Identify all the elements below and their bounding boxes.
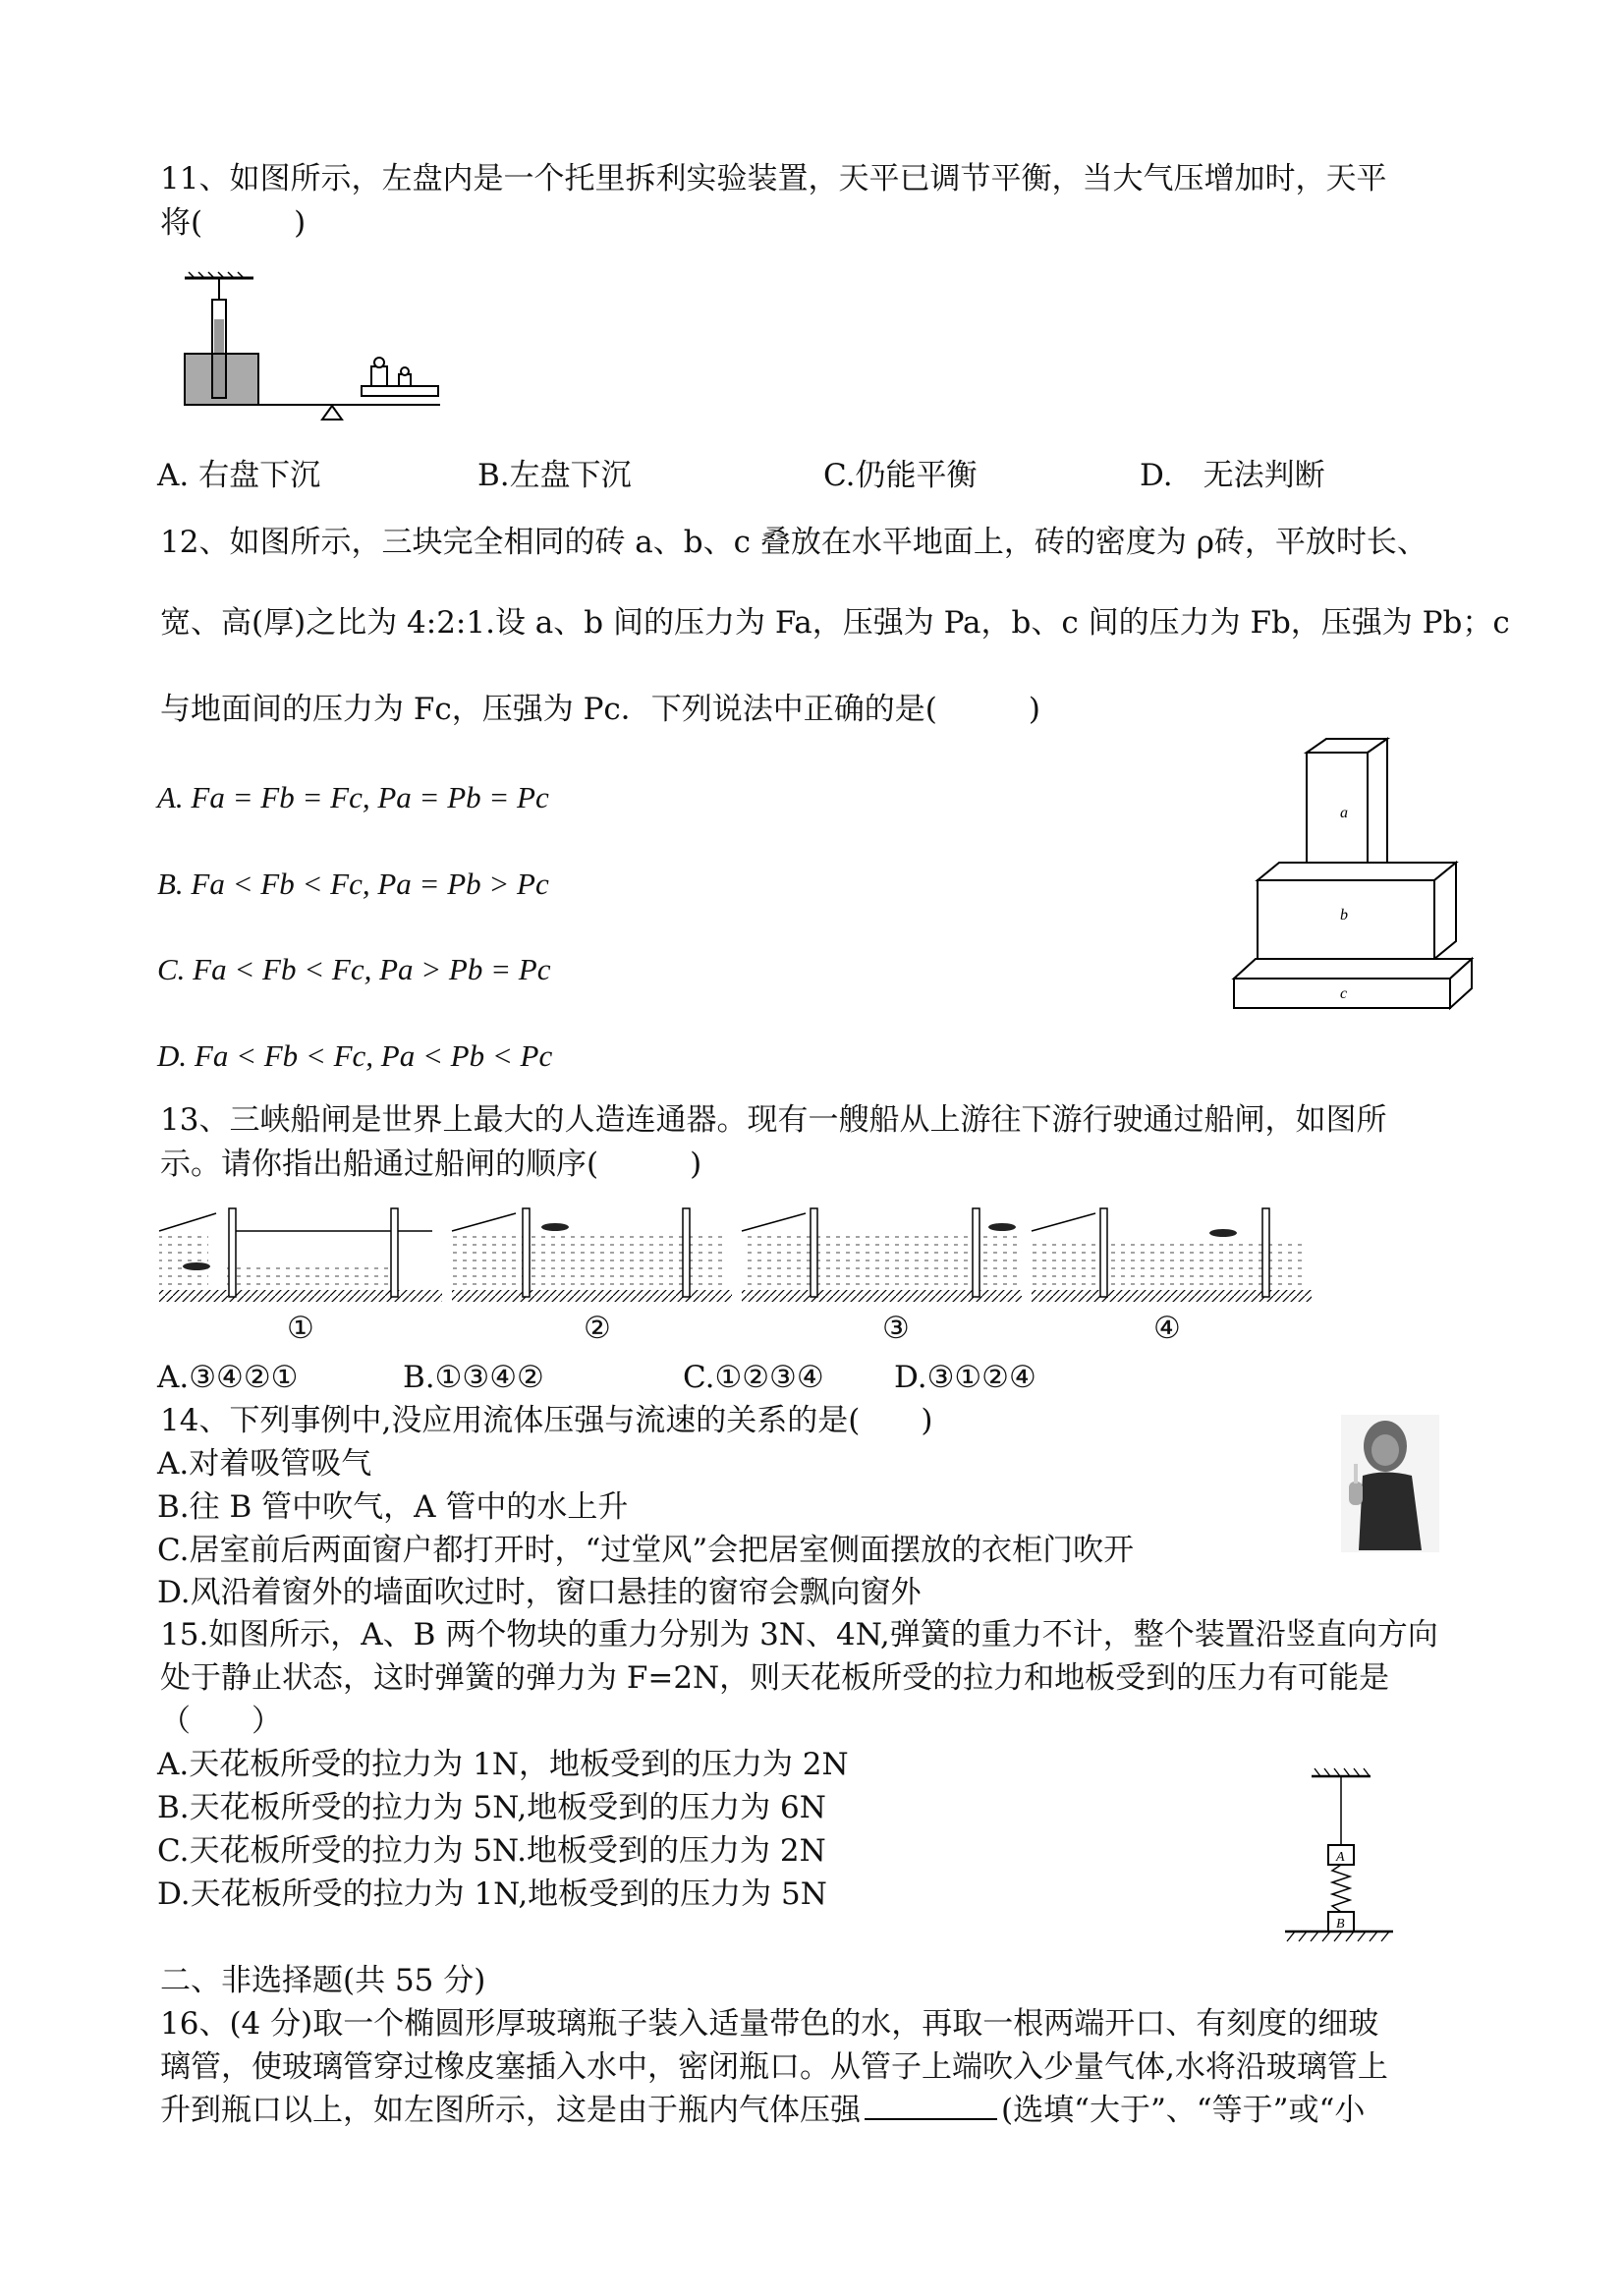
q15-option-d: D.天花板所受的拉力为 1N,地板受到的压力为 5N [157,1876,827,1912]
q16-answer-blank[interactable] [865,2089,997,2120]
q11-option-c: C.仍能平衡 [823,458,978,493]
q13-option-b: B.①③④② [403,1360,544,1395]
block-b-label: B [1336,1917,1345,1932]
q15-stem-line1: 15.如图所示，A、B 两个物块的重力分别为 3N、4N,弹簧的重力不计，整个装置沿竖直向方向 [160,1617,1438,1652]
q11-stem-line2: 将( ) [160,205,307,241]
q12-option-a: A. Fa = Fb = Fc, Pa = Pb = Pc [157,780,549,814]
shiplock-panel-3 [742,1208,1022,1302]
q12-option-c: C. Fa < Fb < Fc, Pa > Pb = Pc [157,952,551,986]
q16-stem-line1: 16、(4 分)取一个椭圆形厚玻璃瓶子装入适量带色的水，再取一根两端开口、有刻度的细玻 [160,2006,1379,2042]
q13-option-c: C.①②③④ [683,1360,824,1395]
q16-stem-line2: 璃管，使玻璃管穿过橡皮塞插入水中，密闭瓶口。从管子上端吹入少量气体,水将沿玻璃管上 [160,2049,1388,2085]
q14-child-photo [1341,1415,1439,1552]
q13-stem-line1: 13、三峡船闸是世界上最大的人造连通器。现有一艘船从上游往下游行驶通过船闸，如图所 [160,1102,1387,1138]
brick-c-label: c [1340,985,1348,1002]
q12-stem-line1: 12、如图所示，三块完全相同的砖 a、b、c 叠放在水平地面上，砖的密度为 ρ砖，平放时长、 [160,525,1427,560]
shiplock-label-3: ③ [882,1311,910,1346]
q12-stem-line2: 宽、高(厚)之比为 4:2:1.设 a、b 间的压力为 Fa，压强为 Pa，b、c 间的压力为 Fb，压强为 Pb；c [160,605,1510,641]
brick-a-label: a [1340,805,1348,821]
shiplock-panel-2 [452,1208,732,1302]
q15-stem-line3: （ ） [160,1704,282,1739]
q11-option-d: D. 无法判断 [1140,458,1325,493]
q15-stem-line2: 处于静止状态，这时弹簧的弹力为 F=2N，则天花板所受的拉力和地板受到的压力有可能是 [160,1660,1390,1696]
q14-stem: 14、下列事例中,没应用流体压强与流速的关系的是( ) [160,1403,933,1438]
q16-stem-line3 [160,2089,1365,2132]
q15-spring-figure [1277,1766,1395,1945]
q11-option-b: B.左盘下沉 [477,458,632,493]
q13-option-a: A.③④②① [157,1360,299,1395]
q12-option-d: D. Fa < Fb < Fc, Pa < Pb < Pc [157,1038,553,1073]
q13-stem-line2: 示。请你指出船通过船闸的顺序( ) [160,1147,702,1182]
q12-bricks-figure [1228,737,1474,1017]
q11-option-a: A. 右盘下沉 [157,458,321,493]
q11-balance-figure [175,270,450,427]
q15-option-a: A.天花板所受的拉力为 1N，地板受到的压力为 2N [157,1747,849,1782]
shiplock-panel-1 [159,1208,442,1302]
q14-option-c: C.居室前后两面窗户都打开时，“过堂风”会把居室侧面摆放的衣柜门吹开 [157,1533,1135,1568]
q13-shiplock-figure [157,1194,1316,1307]
brick-b-label: b [1340,907,1348,924]
q12-stem-line3: 与地面间的压力为 Fc，压强为 Pc．下列说法中正确的是( ) [160,692,1040,727]
q15-option-b: B.天花板所受的拉力为 5N,地板受到的压力为 6N [157,1790,826,1825]
q13-option-d: D.③①②④ [894,1360,1036,1395]
shiplock-label-1: ① [287,1311,314,1346]
section-2-heading: 二、非选择题(共 55 分) [160,1963,486,1998]
q14-option-b: B.往 B 管中吹气，A 管中的水上升 [157,1489,629,1525]
q15-option-c: C.天花板所受的拉力为 5N.地板受到的压力为 2N [157,1833,826,1869]
shiplock-label-4: ④ [1153,1311,1181,1346]
q12-option-b: B. Fa < Fb < Fc, Pa = Pb > Pc [157,867,549,901]
shiplock-panel-4 [1032,1208,1312,1302]
q14-option-a: A.对着吸管吸气 [157,1446,372,1482]
q16-line3-before-blank: 升到瓶口以上，如左图所示，这是由于瓶内气体压强 [160,2093,861,2128]
q11-stem-line1: 11、如图所示，左盘内是一个托里拆利实验装置，天平已调节平衡，当大气压增加时，天平 [160,161,1387,196]
shiplock-label-2: ② [584,1311,611,1346]
q14-option-d: D.风沿着窗外的墙面吹过时，窗口悬挂的窗帘会飘向窗外 [157,1575,922,1610]
block-a-label: A [1336,1850,1345,1865]
q16-line3-after-blank: (选填“大于”、“等于”或“小 [1001,2093,1366,2128]
